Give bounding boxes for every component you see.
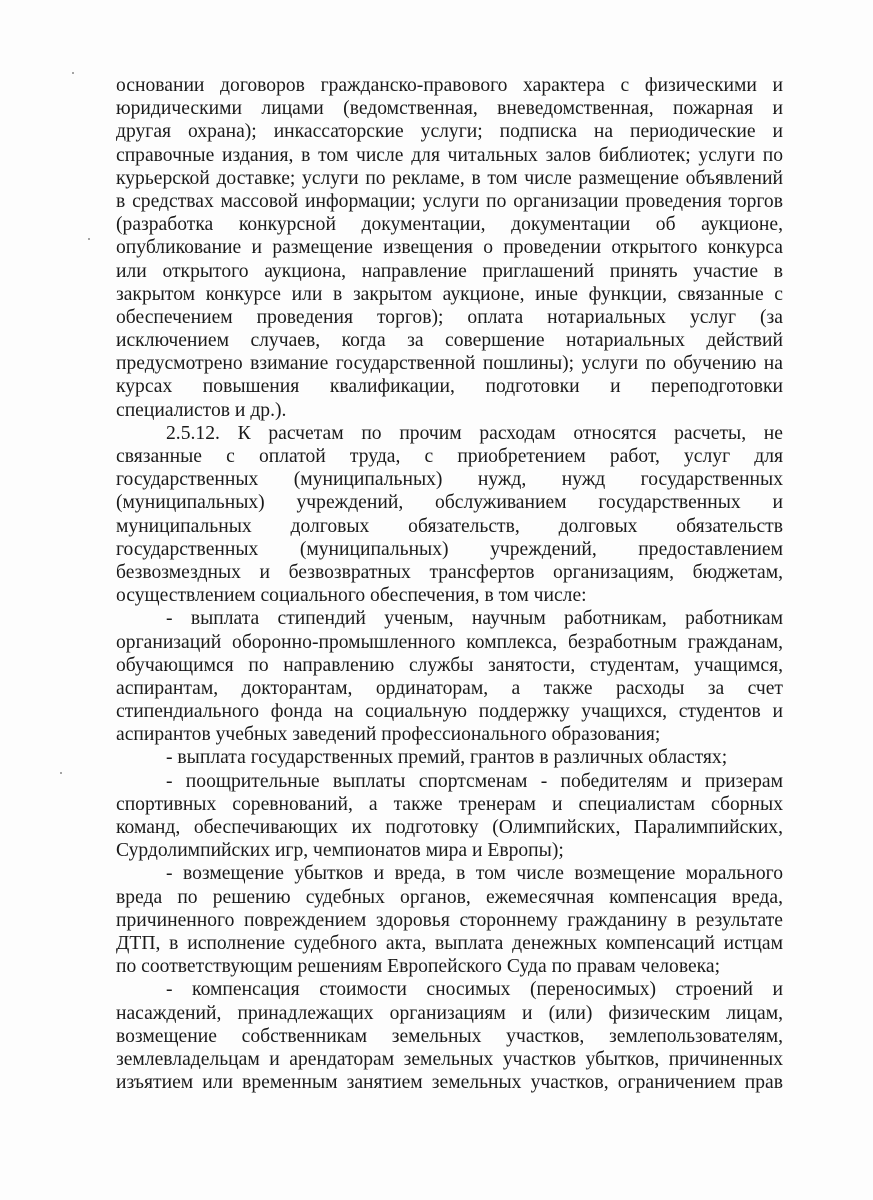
- scan-speck: [72, 72, 74, 74]
- text-line: аспирантам, докторантам, ординаторам, а также расходы за счет: [116, 677, 783, 699]
- paragraph-first-line: - поощрительные выплаты спортсменам - победителям и призерам: [166, 770, 783, 792]
- document-body-text: [116, 74, 783, 1094]
- scan-speck: [60, 772, 62, 774]
- paragraph-first-line: - выплата стипендий ученым, научным работникам, работникам: [166, 608, 783, 630]
- text-line: опубликование и размещение извещения о проведении открытого конкурса: [116, 237, 783, 259]
- text-line: команд, обеспечивающих их подготовку (Олимпийских, Паралимпийских,: [116, 817, 783, 838]
- text-line: закрытом конкурсе или в закрытом аукционе, иные функции, связанные с: [116, 283, 783, 305]
- text-line: специалистов и др.).: [116, 399, 287, 421]
- text-line: вреда по решению судебных органов, ежемесячная компенсация вреда,: [116, 886, 783, 908]
- text-line: осуществлением социального обеспечения, в том числе:: [116, 585, 587, 607]
- text-line: аспирантов учебных заведений профессионального образования;: [116, 724, 661, 746]
- text-line: справочные издания, в том числе для читальных залов библиотек; услуги по: [116, 144, 783, 166]
- paragraph-first-line: - компенсация стоимости сносимых (переносимых) строений и: [166, 979, 783, 1001]
- text-line: Сурдолимпийских игр, чемпионатов мира и Европы);: [116, 840, 564, 862]
- text-line: в средствах массовой информации; услуги по организации проведения торгов: [116, 190, 783, 212]
- text-line: причиненного повреждением здоровья стороннему гражданину в результате: [116, 909, 783, 931]
- text-line: обеспечением проведения торгов); оплата нотариальных услуг (за: [116, 306, 783, 328]
- text-line: землевладельцам и арендаторам земельных участков убытков, причиненных: [116, 1048, 783, 1070]
- text-line: или открытого аукциона, направление приглашений принять участие в: [116, 260, 783, 282]
- text-line: (муниципальных) учреждений, обслуживанием государственных и: [116, 492, 783, 514]
- text-line: исключением случаев, когда за совершение нотариальных действий: [116, 330, 783, 352]
- scan-speck: [88, 238, 90, 240]
- text-line: основании договоров гражданско-правового характера с физическими и: [116, 75, 783, 96]
- text-line: государственных (муниципальных) учреждений, предоставлением: [116, 538, 783, 560]
- text-line: курьерской доставке; услуги по рекламе, в том числе размещение объявлений: [116, 167, 783, 189]
- text-line: государственных (муниципальных) нужд, нужд государственных: [116, 469, 783, 491]
- text-line: спортивных соревнований, а также тренерам и специалистам сборных: [116, 793, 783, 815]
- text-line: обучающимся по направлению службы занятости, студентам, учащимся,: [116, 654, 783, 676]
- text-line: по соответствующим решениям Европейского Суда по правам человека;: [116, 956, 721, 978]
- text-line: (разработка конкурсной документации, документации об аукционе,: [116, 214, 783, 236]
- text-line: безвозмездных и безвозвратных трансфертов организациям, бюджетам,: [116, 561, 783, 583]
- paragraph-first-line: - возмещение убытков и вреда, в том числе возмещение морального: [166, 863, 783, 885]
- paragraph-first-line: 2.5.12. К расчетам по прочим расходам относятся расчеты, не: [166, 422, 783, 444]
- text-line: предусмотрено взимание государственной пошлины); услуги по обучению на: [116, 353, 783, 375]
- text-line: связанные с оплатой труда, с приобретением работ, услуг для: [116, 446, 783, 467]
- paragraph-first-line: - выплата государственных премий, грантов в различных областях;: [166, 747, 728, 769]
- text-line: муниципальных долговых обязательств, долговых обязательств: [116, 515, 783, 537]
- text-line: организаций оборонно-промышленного комплекса, безработным гражданам,: [116, 631, 783, 653]
- text-line: стипендиального фонда на социальную поддержку учащихся, студентов и: [116, 701, 783, 723]
- text-line: изъятием или временным занятием земельных участков, ограничением прав: [116, 1072, 783, 1094]
- text-line: юридическими лицами (ведомственная, вневедомственная, пожарная и: [116, 98, 783, 120]
- text-line: возмещение собственникам земельных участков, землепользователям,: [116, 1025, 783, 1047]
- text-line: курсах повышения квалификации, подготовки и переподготовки: [116, 376, 783, 398]
- text-line: другая охрана); инкассаторские услуги; подписка на периодические и: [116, 121, 783, 143]
- text-line: ДТП, в исполнение судебного акта, выплата денежных компенсаций истцам: [116, 932, 783, 954]
- text-line: насаждений, принадлежащих организациям и (или) физическим лицам,: [116, 1002, 783, 1024]
